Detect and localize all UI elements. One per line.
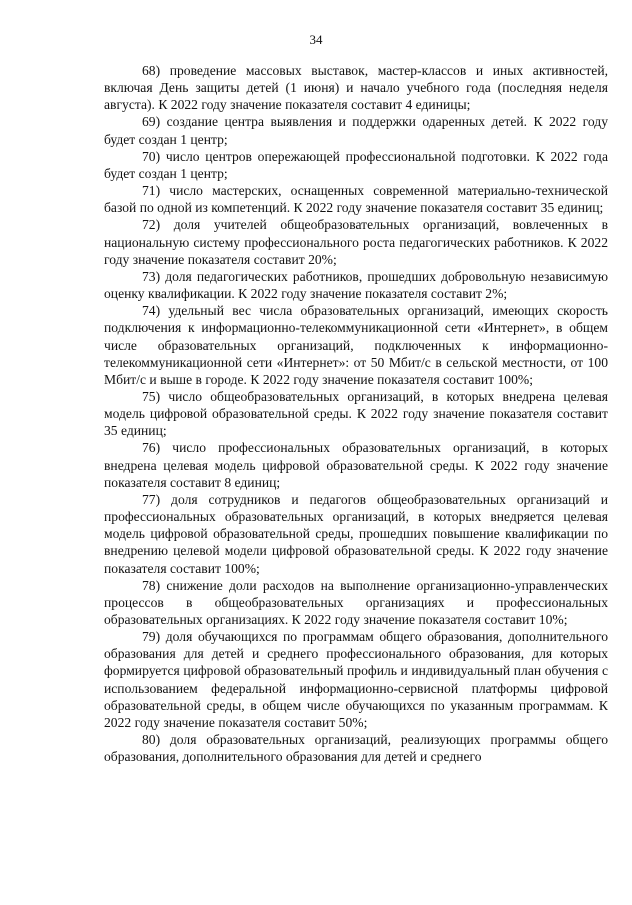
list-item-72: 72) доля учителей общеобразовательных организаций, вовлеченных в национальную систему профессионального роста педагогических работников. К 2022 году значение показателя составит 20%;	[104, 217, 608, 267]
list-item-76: 76) число профессиональных образовательных организаций, в которых внедрена целевая модель цифровой образовательной среды. К 2022 году значение показателя составит 8 единиц;	[104, 440, 608, 490]
document-body	[104, 62, 608, 765]
list-item-70: 70) число центров опережающей профессиональной подготовки. К 2022 года будет создан 1 центр;	[104, 148, 608, 181]
list-item-78: 78) снижение доли расходов на выполнение организационно-управленческих процессов в общеобразовательных организациях и профессиональных образовательных организациях. К 2022 году значение показателя составит 10%;	[104, 577, 608, 627]
list-item-79: 79) доля обучающихся по программам общего образования, дополнительного образования для детей и среднего профессионального образования, для которых формируется цифровой образовательный профиль и индивидуальный план обучения с использованием федеральной информационно-сервисной платформы цифровой образовательной среды, в общем числе обучающихся по указанным программам. К 2022 году значение показателя составит 50%;	[104, 629, 608, 730]
list-item-73: 73) доля педагогических работников, прошедших добровольную независимую оценку квалификации. К 2022 году значение показателя составит 2%;	[104, 268, 608, 302]
list-item-69: 69) создание центра выявления и поддержки одаренных детей. К 2022 году будет создан 1 центр;	[104, 114, 608, 147]
list-item-68: 68) проведение массовых выставок, мастер-классов и иных активностей, включая День защиты детей (1 июня) и начало учебного года (последняя неделя августа). К 2022 году значение показателя составит 4 единицы;	[104, 63, 608, 113]
list-item-74: 74) удельный вес числа образовательных организаций, имеющих скорость подключения к информационно-телекоммуникационной сети «Интернет», в общем числе образовательных организаций, подключенных к информационно-телекоммуникационной сети «Интернет»: от 50 Мбит/с в сельской местности, от 100 Мбит/с и выше в городе. К 2022 году значение показателя составит 100%;	[104, 303, 608, 387]
page-number: 34	[309, 32, 323, 47]
list-item-77: 77) доля сотрудников и педагогов общеобразовательных организаций и профессиональных образовательных организаций, в которых внедряется целевая модель цифровой образовательной среды, прошедших повышение квалификации по внедрению целевой модели цифровой образовательной среды. К 2022 году значение показателя составит 100%;	[104, 491, 608, 576]
list-item-75: 75) число общеобразовательных организаций, в которых внедрена целевая модель цифровой образовательной среды. К 2022 году значение показателя составит 35 единиц;	[104, 388, 608, 439]
list-item-80: 80) доля образовательных организаций, реализующих программы общего образования, дополнительного образования для детей и среднего	[104, 732, 608, 765]
list-item-71: 71) число мастерских, оснащенных современной материально-технической базой по одной из компетенций. К 2022 году значение показателя составит 35 единиц;	[104, 183, 608, 216]
